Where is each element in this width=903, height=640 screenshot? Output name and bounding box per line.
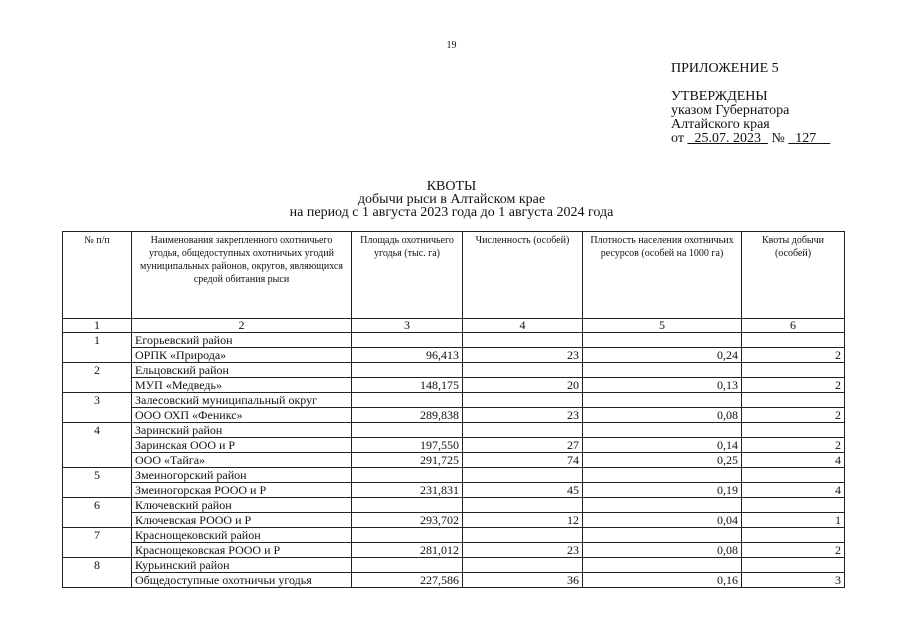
area-value: 281,012 bbox=[352, 543, 463, 558]
density-value: 0,24 bbox=[583, 348, 742, 363]
density-value: 0,14 bbox=[583, 438, 742, 453]
district-name: Змеиногорский район bbox=[132, 468, 352, 483]
district-name: Ключевский район bbox=[132, 498, 352, 513]
density-value: 0,19 bbox=[583, 483, 742, 498]
empty-cell bbox=[352, 498, 463, 513]
quota-value: 2 bbox=[742, 348, 845, 363]
quota-value: 4 bbox=[742, 483, 845, 498]
empty-cell bbox=[352, 423, 463, 438]
header-density: Плотность населения охотничьих ресурсов (особей на 1000 га) bbox=[583, 232, 742, 319]
row-number: 3 bbox=[63, 393, 132, 423]
district-name: Краснощековский район bbox=[132, 528, 352, 543]
header-area: Площадь охотничьего угодья (тыс. га) bbox=[352, 232, 463, 319]
area-value: 197,550 bbox=[352, 438, 463, 453]
page-number: 19 bbox=[446, 40, 457, 51]
hunting-ground-name: ООО ОХП «Феникс» bbox=[132, 408, 352, 423]
quota-value: 2 bbox=[742, 408, 845, 423]
column-number: 3 bbox=[352, 319, 463, 333]
hunting-ground-name: ООО «Тайга» bbox=[132, 453, 352, 468]
table-row bbox=[63, 378, 845, 393]
hunting-ground-name: Краснощековская РООО и Р bbox=[132, 543, 352, 558]
column-number-row bbox=[63, 319, 845, 333]
quota-value: 4 bbox=[742, 453, 845, 468]
quota-value: 2 bbox=[742, 543, 845, 558]
table-row bbox=[63, 543, 845, 558]
quota-table bbox=[62, 231, 845, 588]
empty-cell bbox=[463, 363, 583, 378]
district-row bbox=[63, 558, 845, 573]
area-value: 291,725 bbox=[352, 453, 463, 468]
population-value: 74 bbox=[463, 453, 583, 468]
district-row bbox=[63, 528, 845, 543]
hunting-ground-name: Змеиногорская РООО и Р bbox=[132, 483, 352, 498]
header-number: № п/п bbox=[63, 232, 132, 319]
quota-value: 2 bbox=[742, 378, 845, 393]
district-name: Курьинский район bbox=[132, 558, 352, 573]
column-number: 5 bbox=[583, 319, 742, 333]
district-name: Егорьевский район bbox=[132, 333, 352, 348]
title-line-1: добычи рыси в Алтайском крае bbox=[357, 192, 546, 207]
decree-number-value: 127 bbox=[795, 131, 817, 146]
decree-date bbox=[687, 131, 768, 146]
header-quota: Квоты добычи (особей) bbox=[742, 232, 845, 319]
empty-cell bbox=[583, 393, 742, 408]
quota-value: 2 bbox=[742, 438, 845, 453]
area-value: 227,586 bbox=[352, 573, 463, 588]
column-number: 2 bbox=[132, 319, 352, 333]
table-row bbox=[63, 453, 845, 468]
empty-cell bbox=[583, 468, 742, 483]
title-line-2: на период с 1 августа 2023 года до 1 августа 2024 года bbox=[289, 205, 614, 220]
population-value: 12 bbox=[463, 513, 583, 528]
empty-cell bbox=[583, 333, 742, 348]
hunting-ground-name: Ключевская РООО и Р bbox=[132, 513, 352, 528]
approval-line-1: указом Губернатора bbox=[671, 103, 790, 118]
area-value: 148,175 bbox=[352, 378, 463, 393]
row-number: 4 bbox=[63, 423, 132, 468]
decree-line bbox=[671, 132, 830, 146]
area-value: 293,702 bbox=[352, 513, 463, 528]
density-value: 0,13 bbox=[583, 378, 742, 393]
area-value: 231,831 bbox=[352, 483, 463, 498]
title-heading: КВОТЫ bbox=[426, 179, 477, 194]
empty-cell bbox=[463, 498, 583, 513]
empty-cell bbox=[352, 333, 463, 348]
density-value: 0,08 bbox=[583, 408, 742, 423]
empty-cell bbox=[742, 333, 845, 348]
density-value: 0,16 bbox=[583, 573, 742, 588]
population-value: 27 bbox=[463, 438, 583, 453]
table-row bbox=[63, 483, 845, 498]
quota-value: 1 bbox=[742, 513, 845, 528]
table-body bbox=[63, 319, 845, 588]
hunting-ground-name: Заринская ООО и Р bbox=[132, 438, 352, 453]
empty-cell bbox=[742, 558, 845, 573]
population-value: 23 bbox=[463, 543, 583, 558]
empty-cell bbox=[583, 498, 742, 513]
column-number: 1 bbox=[63, 319, 132, 333]
decree-number bbox=[788, 131, 830, 146]
decree-date-value: 25.07. 2023 bbox=[694, 131, 761, 146]
district-row bbox=[63, 498, 845, 513]
district-name: Ельцовский район bbox=[132, 363, 352, 378]
empty-cell bbox=[463, 558, 583, 573]
row-number: 6 bbox=[63, 498, 132, 528]
table-row bbox=[63, 513, 845, 528]
empty-cell bbox=[583, 528, 742, 543]
hunting-ground-name: Общедоступные охотничьи угодья bbox=[132, 573, 352, 588]
hunting-ground-name: МУП «Медведь» bbox=[132, 378, 352, 393]
row-number: 2 bbox=[63, 363, 132, 393]
hunting-ground-name: ОРПК «Природа» bbox=[132, 348, 352, 363]
empty-cell bbox=[352, 393, 463, 408]
row-number: 1 bbox=[63, 333, 132, 363]
district-row bbox=[63, 333, 845, 348]
table-row bbox=[63, 438, 845, 453]
empty-cell bbox=[352, 528, 463, 543]
from-label: от bbox=[671, 131, 684, 146]
empty-cell bbox=[463, 468, 583, 483]
column-number: 4 bbox=[463, 319, 583, 333]
district-row bbox=[63, 423, 845, 438]
population-value: 23 bbox=[463, 408, 583, 423]
empty-cell bbox=[742, 498, 845, 513]
approval-block bbox=[671, 62, 830, 146]
quota-value: 3 bbox=[742, 573, 845, 588]
empty-cell bbox=[742, 393, 845, 408]
empty-cell bbox=[583, 558, 742, 573]
approved-label: УТВЕРЖДЕНЫ bbox=[671, 89, 768, 104]
table-row bbox=[63, 348, 845, 363]
table-row bbox=[63, 573, 845, 588]
approval-line-2: Алтайского края bbox=[671, 117, 770, 132]
district-row bbox=[63, 393, 845, 408]
empty-cell bbox=[463, 333, 583, 348]
district-row bbox=[63, 363, 845, 378]
empty-cell bbox=[742, 363, 845, 378]
density-value: 0,04 bbox=[583, 513, 742, 528]
empty-cell bbox=[583, 423, 742, 438]
empty-cell bbox=[583, 363, 742, 378]
district-name: Залесовский муниципальный округ bbox=[132, 393, 352, 408]
row-number: 5 bbox=[63, 468, 132, 498]
header-name: Наименования закрепленного охотничьего угодья, общедоступных охотничьих угодий муниципальных районов, округов, являющихся средой обитания рыси bbox=[132, 232, 352, 319]
header-population: Численность (особей) bbox=[463, 232, 583, 319]
document-title bbox=[0, 180, 903, 219]
row-number: 7 bbox=[63, 528, 132, 558]
area-value: 289,838 bbox=[352, 408, 463, 423]
population-value: 20 bbox=[463, 378, 583, 393]
empty-cell bbox=[742, 468, 845, 483]
density-value: 0,08 bbox=[583, 543, 742, 558]
empty-cell bbox=[463, 423, 583, 438]
number-label: № bbox=[771, 131, 785, 146]
population-value: 23 bbox=[463, 348, 583, 363]
empty-cell bbox=[463, 528, 583, 543]
population-value: 45 bbox=[463, 483, 583, 498]
empty-cell bbox=[352, 363, 463, 378]
empty-cell bbox=[352, 468, 463, 483]
density-value: 0,25 bbox=[583, 453, 742, 468]
empty-cell bbox=[352, 558, 463, 573]
empty-cell bbox=[742, 423, 845, 438]
empty-cell bbox=[463, 393, 583, 408]
table-header-row bbox=[63, 232, 845, 319]
table-row bbox=[63, 408, 845, 423]
column-number: 6 bbox=[742, 319, 845, 333]
row-number: 8 bbox=[63, 558, 132, 588]
population-value: 36 bbox=[463, 573, 583, 588]
district-name: Заринский район bbox=[132, 423, 352, 438]
appendix-label: ПРИЛОЖЕНИЕ 5 bbox=[671, 61, 779, 76]
area-value: 96,413 bbox=[352, 348, 463, 363]
district-row bbox=[63, 468, 845, 483]
empty-cell bbox=[742, 528, 845, 543]
